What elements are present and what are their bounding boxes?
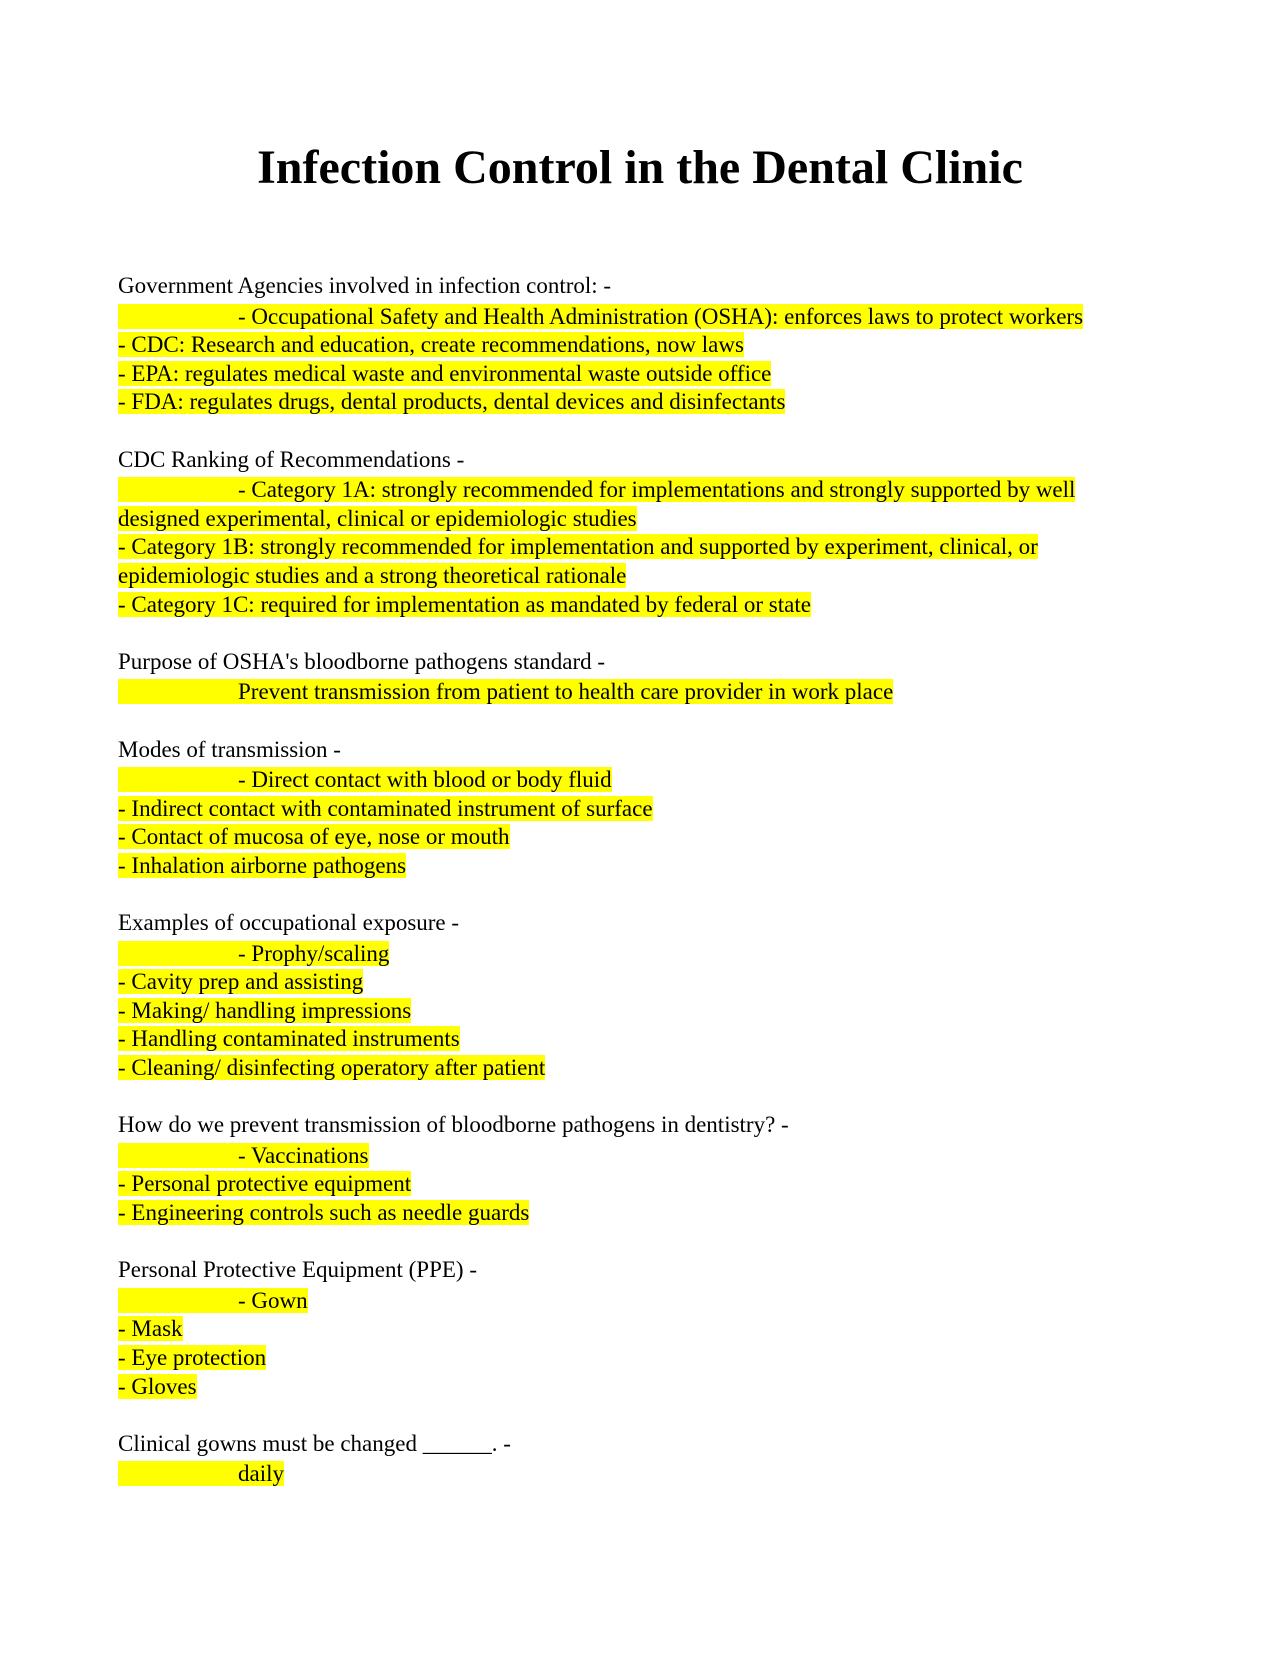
question-text: Government Agencies involved in infection control: - xyxy=(118,273,612,298)
question-text: Personal Protective Equipment (PPE) - xyxy=(118,1257,477,1283)
answer-line xyxy=(118,301,1178,332)
highlighted-text: - Cavity prep and assisting xyxy=(118,969,364,995)
qa-block xyxy=(118,648,1178,707)
question-text: CDC Ranking of Recommendations - xyxy=(118,446,465,472)
answer-block xyxy=(118,1458,1178,1489)
answer-line xyxy=(118,1458,1178,1489)
highlighted-text: - Personal protective equipment xyxy=(118,1171,412,1197)
highlighted-text: - Gloves xyxy=(118,1373,197,1399)
highlighted-text: - Inhalation airborne pathogens xyxy=(118,852,407,878)
highlighted-text: - Making/ handling impressions xyxy=(118,997,412,1023)
qa-block xyxy=(118,272,1178,417)
highlighted-text: epidemiologic studies and a strong theoretical rationale xyxy=(118,562,627,588)
answer-line xyxy=(118,795,1178,824)
answer-line xyxy=(118,331,1178,360)
highlighted-text: - Category 1C: required for implementation as mandated by federal or state xyxy=(118,591,811,617)
answer-block xyxy=(118,1285,1178,1401)
answer-line xyxy=(118,360,1178,389)
highlighted-text: - Direct contact with blood or body fluid xyxy=(118,767,612,792)
answer-line xyxy=(118,388,1178,417)
answer-line xyxy=(118,1170,1178,1199)
question-text: Modes of transmission - xyxy=(118,736,341,762)
highlighted-text: - Cleaning/ disinfecting operatory after patient xyxy=(118,1055,546,1081)
answer-block xyxy=(118,764,1178,880)
answer-line xyxy=(118,764,1178,795)
highlighted-text: - CDC: Research and education, create recommendations, now laws xyxy=(118,332,744,358)
highlighted-text: - Prophy/scaling xyxy=(118,941,389,966)
highlighted-text: designed experimental, clinical or epidemiologic studies xyxy=(118,505,637,531)
highlighted-text: - Vaccinations xyxy=(118,1143,369,1168)
highlighted-text: - Occupational Safety and Health Administration (OSHA): enforces laws to protect workers xyxy=(118,304,1083,329)
answer-line xyxy=(118,938,1178,969)
question-text: Clinical gowns must be changed ______. - xyxy=(118,1430,511,1456)
answer-block xyxy=(118,1140,1178,1228)
highlighted-text: - Eye protection xyxy=(118,1344,267,1370)
answer-block xyxy=(118,676,1178,707)
answer-line xyxy=(118,676,1178,707)
answer-line xyxy=(118,1373,1178,1402)
answer-line xyxy=(118,968,1178,997)
document-title: Infection Control in the Dental Clinic xyxy=(257,141,1023,194)
highlighted-text: - Handling contaminated instruments xyxy=(118,1026,460,1052)
highlighted-text: Prevent transmission from patient to health care provider in work place xyxy=(118,679,893,704)
highlighted-text: - Category 1B: strongly recommended for implementation and supported by experiment, clinical, or xyxy=(118,534,1038,560)
answer-line xyxy=(118,505,1178,534)
question-text: How do we prevent transmission of bloodborne pathogens in dentistry? - xyxy=(118,1112,789,1138)
qa-block xyxy=(118,1111,1178,1227)
answer-line xyxy=(118,823,1178,852)
answer-line xyxy=(118,562,1178,591)
answer-block xyxy=(118,301,1178,417)
answer-block xyxy=(118,474,1178,619)
qa-block xyxy=(118,909,1178,1083)
answer-block xyxy=(118,938,1178,1083)
answer-line xyxy=(118,1315,1178,1344)
answer-line xyxy=(118,1140,1178,1171)
answer-line xyxy=(118,533,1178,562)
highlighted-text: - FDA: regulates drugs, dental products, dental devices and disinfectants xyxy=(118,389,786,415)
document-body xyxy=(118,272,1178,1518)
answer-line xyxy=(118,1344,1178,1373)
qa-block xyxy=(118,1430,1178,1489)
highlighted-text: - Engineering controls such as needle guards xyxy=(118,1200,530,1225)
highlighted-text: daily xyxy=(118,1461,284,1486)
answer-line xyxy=(118,591,1178,620)
highlighted-text: - Mask xyxy=(118,1316,183,1342)
answer-line xyxy=(118,1025,1178,1054)
highlighted-text: - Indirect contact with contaminated instrument of surface xyxy=(118,795,653,821)
qa-block xyxy=(118,446,1178,620)
answer-line xyxy=(118,1285,1178,1316)
qa-block xyxy=(118,1256,1178,1401)
question-text: Examples of occupational exposure - xyxy=(118,910,460,936)
highlighted-text: - Gown xyxy=(118,1288,308,1313)
answer-line xyxy=(118,1199,1178,1228)
answer-line xyxy=(118,1054,1178,1083)
highlighted-text: - Category 1A: strongly recommended for implementations and strongly supported by well xyxy=(118,477,1075,502)
highlighted-text: - EPA: regulates medical waste and environmental waste outside office xyxy=(118,360,772,386)
question-text: Purpose of OSHA's bloodborne pathogens standard - xyxy=(118,648,606,674)
qa-block xyxy=(118,736,1178,881)
highlighted-text: - Contact of mucosa of eye, nose or mouth xyxy=(118,824,510,850)
answer-line xyxy=(118,997,1178,1026)
answer-line xyxy=(118,852,1178,881)
answer-line xyxy=(118,474,1178,505)
